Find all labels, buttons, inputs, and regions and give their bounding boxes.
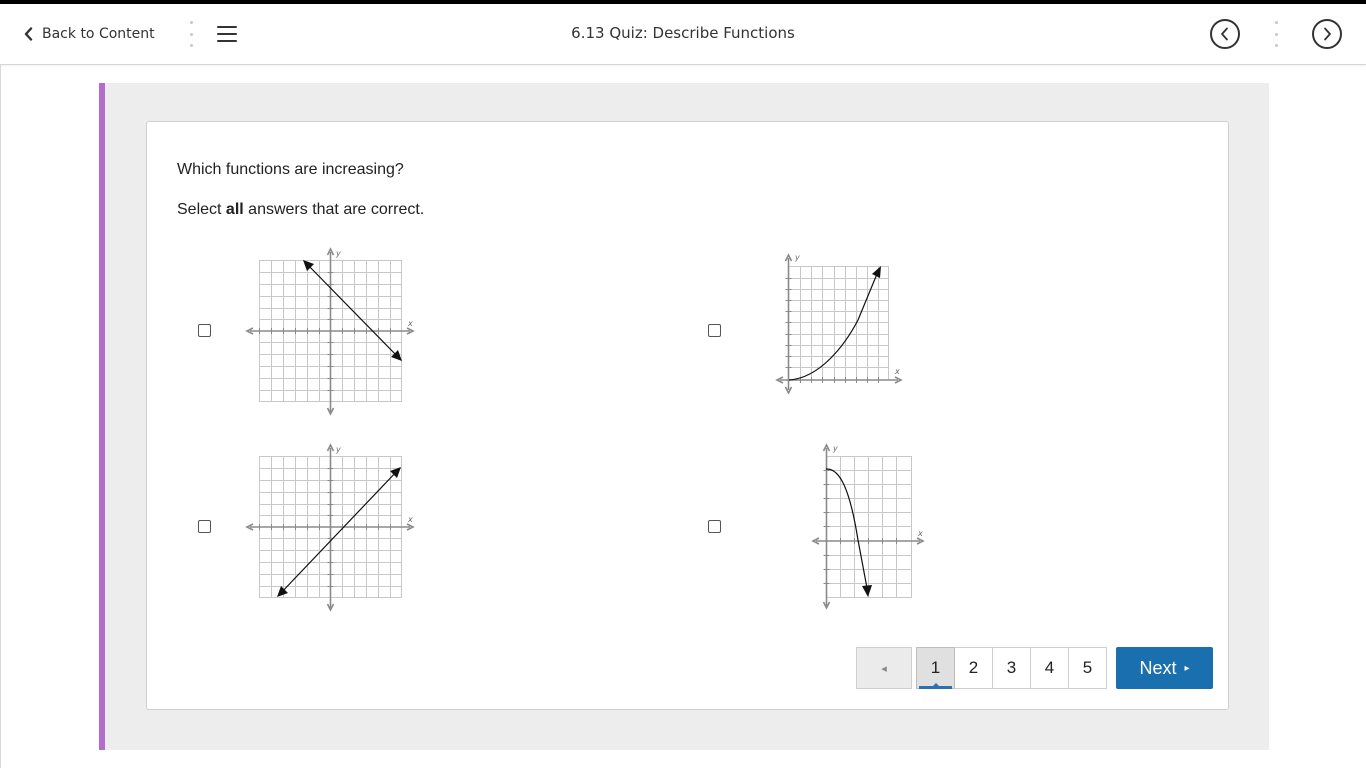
graph-option-a [244, 246, 416, 418]
next-question-button[interactable] [1116, 647, 1213, 689]
graph-option-b [774, 250, 908, 394]
svg-text:x: x [918, 529, 923, 538]
page-4-button[interactable]: 4 [1030, 647, 1069, 689]
page-title: 6.13 Quiz: Describe Functions [571, 24, 795, 42]
question-instruction: Select all answers that are correct. [177, 201, 425, 218]
page-5-button[interactable]: 5 [1068, 647, 1107, 689]
answer-checkbox-d[interactable] [708, 520, 721, 533]
graph-option-c [244, 442, 416, 614]
svg-text:y: y [795, 253, 800, 262]
page-2-button[interactable]: 2 [954, 647, 993, 689]
svg-text:x: x [895, 367, 900, 376]
top-header [0, 4, 1366, 65]
question-prompt: Which functions are increasing? [177, 161, 404, 178]
previous-topic-button[interactable] [1210, 19, 1240, 49]
page-1-button[interactable]: 1 [916, 647, 955, 689]
answer-checkbox-a[interactable] [198, 324, 211, 337]
left-rule [0, 65, 1, 768]
chevron-left-icon [1219, 27, 1231, 41]
chevron-right-icon [1321, 27, 1333, 41]
divider-dots-right [1274, 21, 1278, 47]
svg-text:x: x [408, 515, 413, 524]
back-to-content-label: Back to Content [42, 26, 155, 42]
play-arrow-icon: ▸ [1184, 662, 1190, 674]
question-pagination [856, 647, 1107, 689]
answer-checkbox-c[interactable] [198, 520, 211, 533]
next-topic-button[interactable] [1312, 19, 1342, 49]
svg-text:y: y [336, 445, 341, 454]
answer-checkbox-b[interactable] [708, 324, 721, 337]
graph-option-d [810, 440, 928, 612]
next-button-label: Next [1139, 657, 1177, 678]
previous-question-button[interactable]: ◂ [856, 647, 912, 689]
svg-text:x: x [408, 319, 413, 328]
svg-text:y: y [833, 444, 838, 453]
svg-text:y: y [336, 249, 341, 258]
page-3-button[interactable]: 3 [992, 647, 1031, 689]
